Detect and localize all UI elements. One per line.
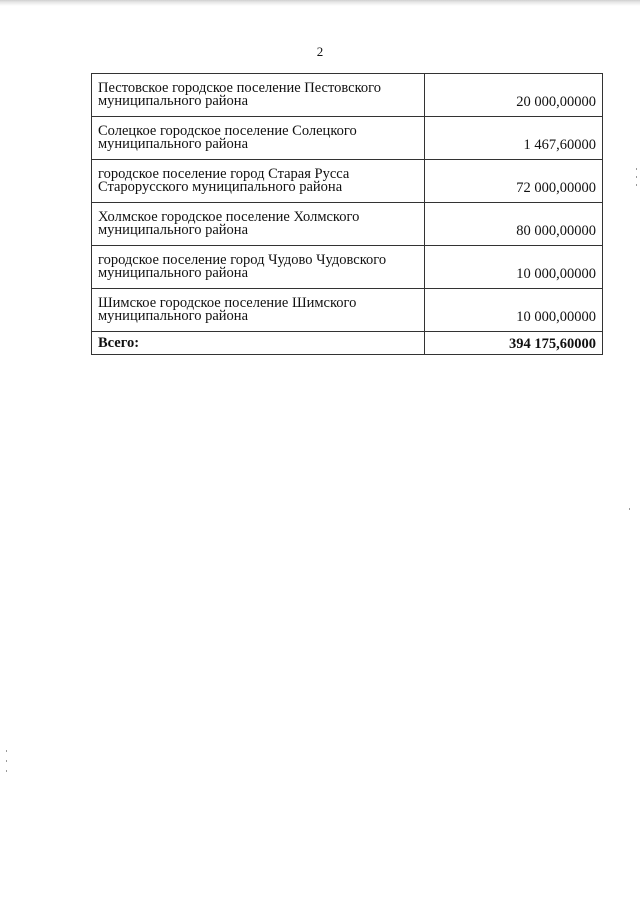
allocation-amount: 10 000,00000 — [424, 246, 602, 289]
settlement-name: городское поселение город Чудово Чудовского муниципального района — [92, 246, 425, 289]
table-row — [92, 160, 603, 203]
table-row — [92, 289, 603, 332]
table-row — [92, 246, 603, 289]
settlement-name: городское поселение город Старая Русса Старорусского муниципального района — [92, 160, 425, 203]
scan-speck — [6, 750, 7, 752]
allocation-table — [91, 73, 603, 355]
table-row — [92, 74, 603, 117]
allocation-amount: 20 000,00000 — [424, 74, 602, 117]
settlement-name: Пестовское городское поселение Пестовского муниципального района — [92, 74, 425, 117]
scan-speck — [636, 184, 637, 186]
allocation-amount: 1 467,60000 — [424, 117, 602, 160]
page-number: 2 — [316, 44, 324, 59]
table-row — [92, 117, 603, 160]
settlement-name: Шимское городское поселение Шимского муниципального района — [92, 289, 425, 332]
total-label: Всего: — [92, 332, 425, 355]
settlement-name: Солецкое городское поселение Солецкого муниципального района — [92, 117, 425, 160]
allocation-amount: 80 000,00000 — [424, 203, 602, 246]
scan-speck — [636, 176, 637, 178]
scan-speck — [636, 168, 637, 170]
table-row — [92, 203, 603, 246]
scan-speck — [6, 770, 7, 772]
allocation-amount: 10 000,00000 — [424, 289, 602, 332]
allocation-amount: 72 000,00000 — [424, 160, 602, 203]
total-row — [92, 332, 603, 355]
scan-edge-artifact — [0, 0, 640, 6]
scan-speck — [629, 508, 630, 510]
settlement-name: Холмское городское поселение Холмского муниципального района — [92, 203, 425, 246]
total-amount: 394 175,60000 — [424, 332, 602, 355]
scan-speck — [6, 760, 7, 762]
